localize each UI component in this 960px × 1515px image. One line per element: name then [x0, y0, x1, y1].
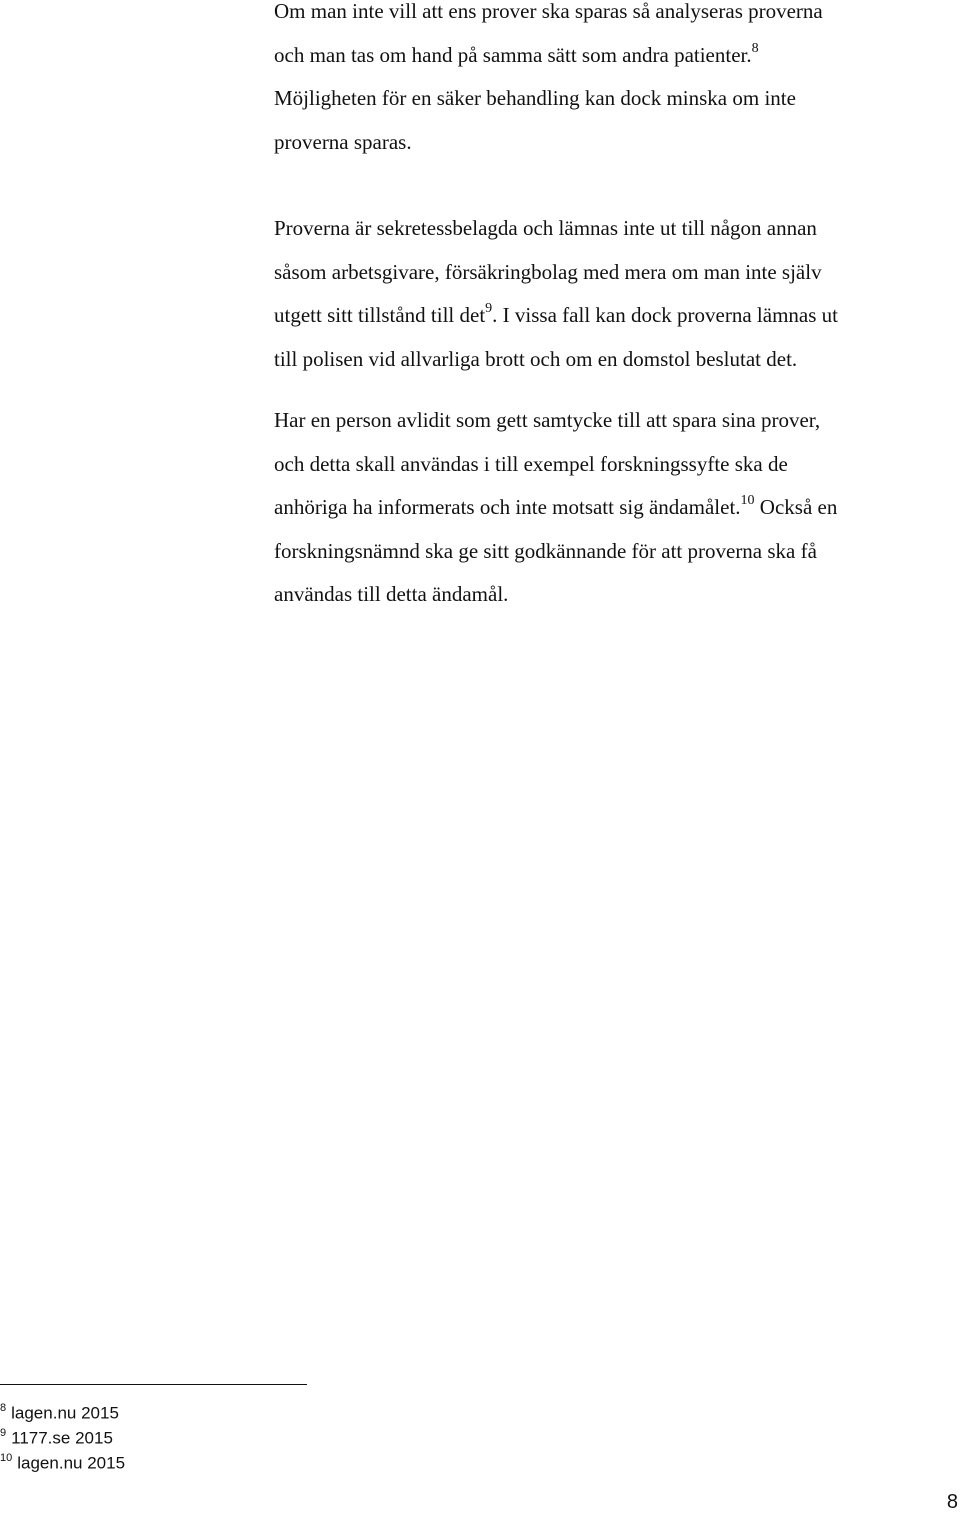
footnote-number: 8	[0, 1402, 7, 1414]
footnote-number: 10	[0, 1452, 13, 1464]
footnote-item	[0, 1447, 125, 1472]
text-line: Proverna är sekretessbelagda och lämnas inte ut till någon annan	[274, 216, 817, 240]
text-line: såsom arbetsgivare, försäkringbolag med mera om man inte själv	[274, 259, 822, 284]
text-line: användas till detta ändamål.	[274, 582, 509, 606]
footnote-text: lagen.nu 2015	[17, 1453, 126, 1473]
text-line: och detta skall användas i till exempel forskningssyfte ska de	[274, 451, 788, 476]
text-line: Möjligheten för en säker behandling kan dock minska om inte	[274, 86, 796, 110]
footnote-item	[0, 1397, 125, 1422]
paragraph-confidentiality	[274, 207, 960, 381]
footnote-number: 9	[0, 1427, 7, 1439]
page-number: 8	[946, 1491, 958, 1513]
text-line: Om man inte vill att ens prover ska sparas så analyseras proverna	[274, 0, 823, 23]
footnote-ref-10: 10	[740, 493, 755, 508]
footnote-item	[0, 1422, 125, 1447]
text-line: utgett sitt tillstånd till $\det^9$. I vissa fall kan dock proverna lämnas ut	[274, 301, 838, 327]
footnote-text: lagen.nu 2015	[11, 1403, 119, 1423]
footnote-ref-9: 9	[485, 301, 493, 316]
footnotes-list	[0, 1397, 125, 1472]
text-line: och man tas om hand på samma sätt som andra patienter.$^8$	[274, 40, 759, 67]
footnote-ref-8: 8	[751, 40, 759, 56]
paragraph-sample-storage	[274, 0, 960, 164]
text-line: anhöriga ha informerats och inte motsatt sig ändamålet.$^{10}$ Också en	[274, 493, 838, 519]
text-line: Har en person avlidit som gett samtycke till att spara sina prover,	[274, 408, 821, 432]
text-line: till polisen vid allvarliga brott och om en domstol beslutat det.	[274, 346, 798, 371]
text-line: proverna sparas.	[274, 129, 412, 154]
footnote-text: 1177.se 2015	[11, 1428, 113, 1448]
text-line: forskningsnämnd ska ge sitt godkännande för att proverna ska få	[274, 538, 817, 563]
footnote-separator	[0, 1384, 307, 1385]
paragraph-deceased-consent	[274, 399, 960, 617]
